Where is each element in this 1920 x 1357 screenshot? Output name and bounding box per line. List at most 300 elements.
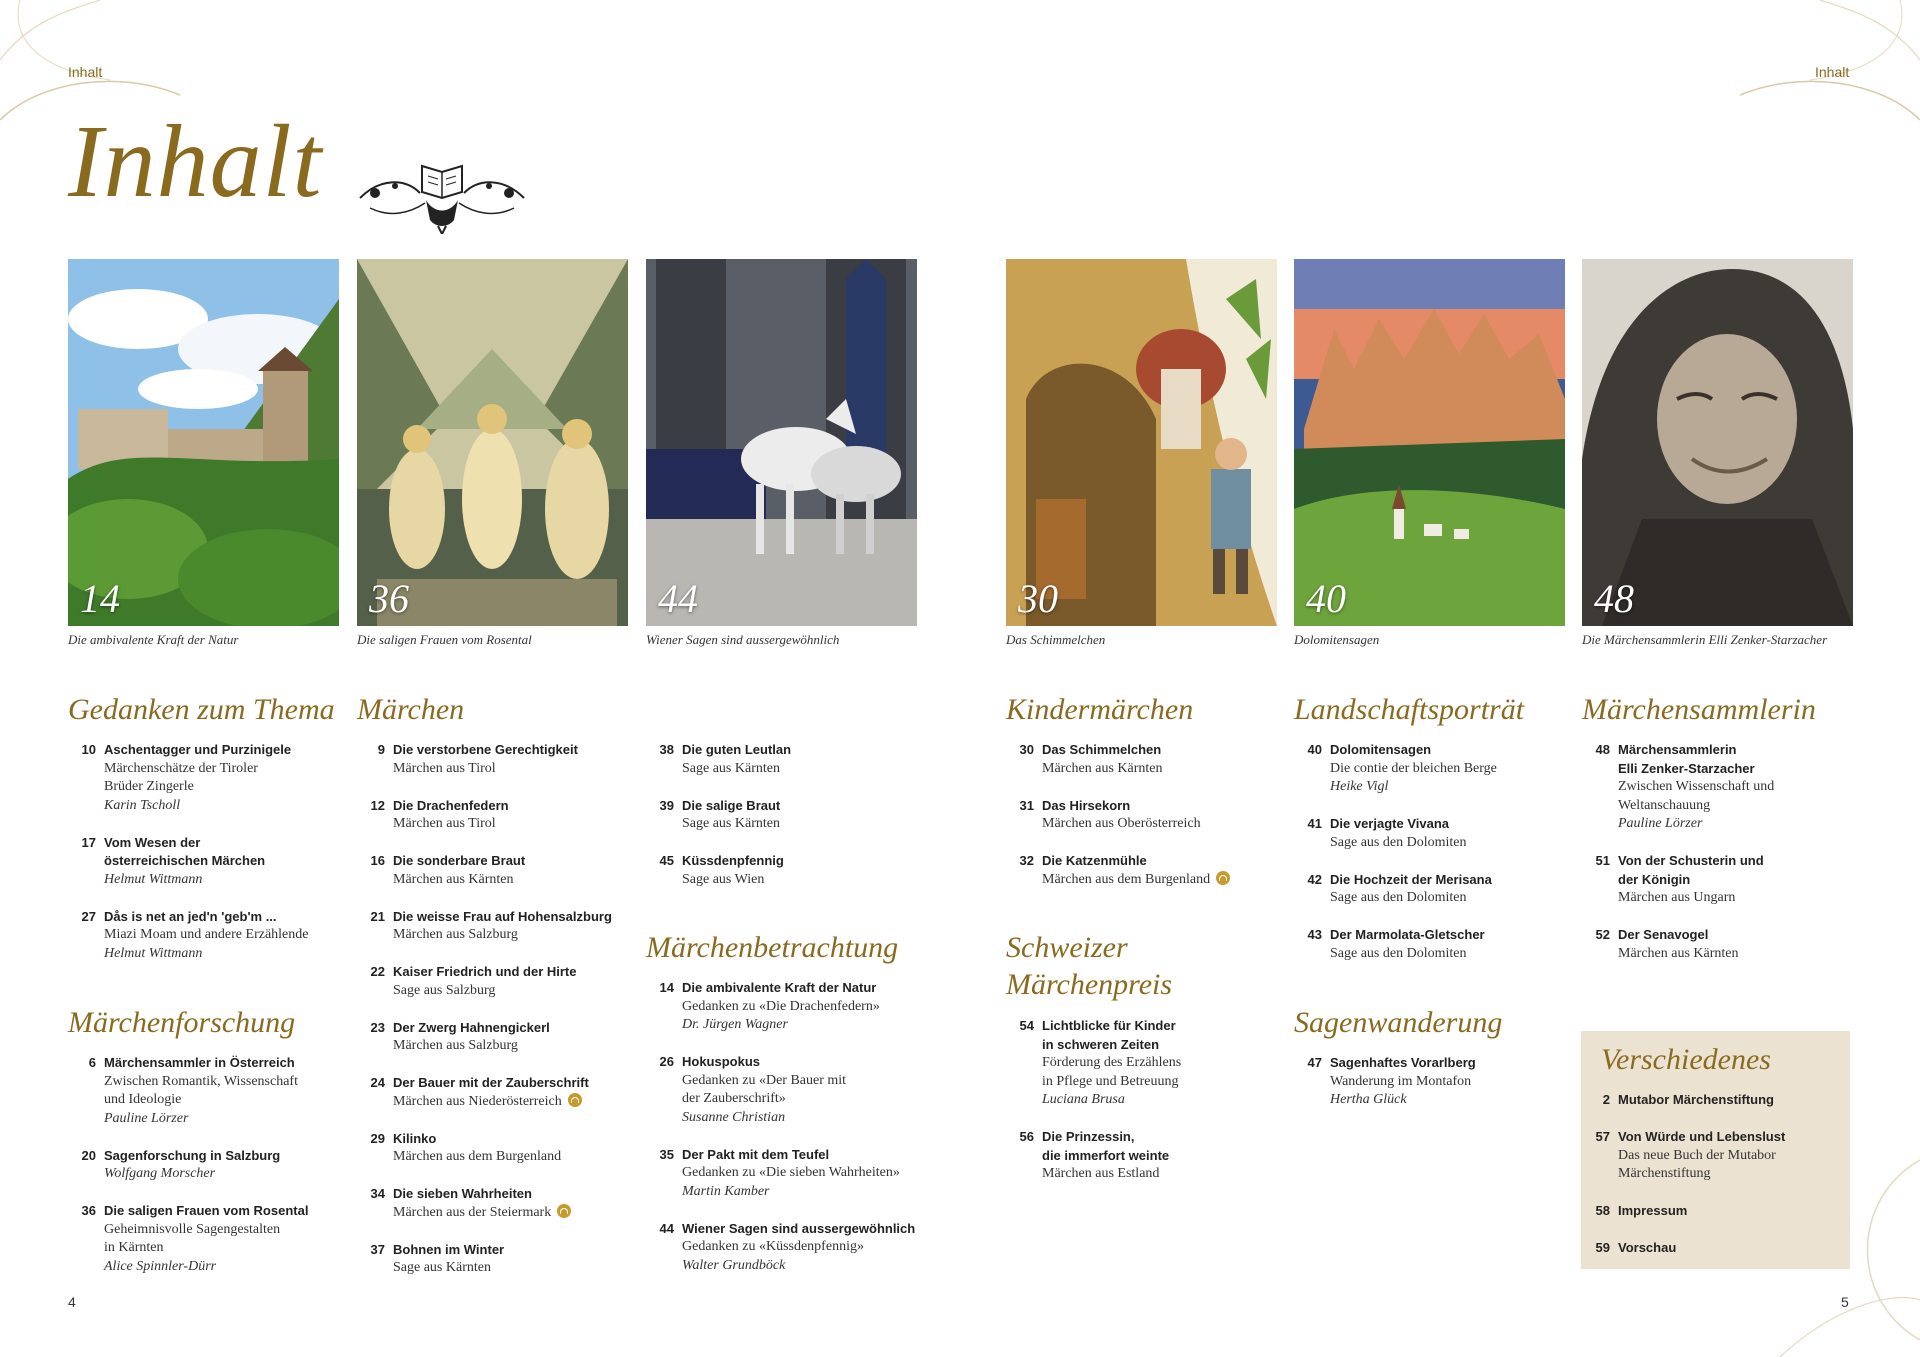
- entry-subtitle: [682, 815, 936, 834]
- entry-body: [1618, 926, 1872, 963]
- toc-entry[interactable]: [357, 797, 647, 834]
- entry-subtitle: [1042, 1165, 1296, 1184]
- photo-horses: [646, 259, 917, 626]
- toc-entry[interactable]: [646, 1053, 936, 1127]
- section-heading-sagenwanderung: Sagenwanderung: [1294, 1006, 1503, 1039]
- entry-page-number: 9: [377, 742, 385, 757]
- running-header-right: Inhalt: [1815, 64, 1850, 80]
- entry-body: [1330, 871, 1584, 908]
- entry-title: Die Prinzessin,: [1042, 1129, 1135, 1144]
- entry-title: Märchensammlerin: [1618, 742, 1737, 757]
- toc-entry[interactable]: [357, 1241, 647, 1278]
- entry-subtitle: [1042, 1073, 1296, 1092]
- entry-subtitle: [1042, 1054, 1296, 1073]
- toc-entry[interactable]: [68, 834, 358, 890]
- entry-page-number: 24: [370, 1075, 385, 1090]
- entry-body: [393, 908, 647, 945]
- entry-body: [1618, 1239, 1872, 1258]
- entry-title: Aschentagger und Purzinigele: [104, 742, 292, 757]
- entry-author: Pauline Lörzer: [1618, 816, 1703, 831]
- entry-body: [1618, 1128, 1872, 1184]
- toc-entry[interactable]: [357, 1019, 647, 1056]
- entry-page-number: 6: [88, 1055, 96, 1070]
- entry-subtitle: [104, 1091, 358, 1110]
- entry-body: [682, 852, 936, 889]
- entry-body: [1618, 741, 1872, 834]
- entry-subtitle: [1330, 945, 1584, 964]
- section-heading-maerchenforschung: Märchenforschung: [68, 1006, 296, 1039]
- children-illustration-image: [1006, 259, 1277, 626]
- entry-subtitle: [682, 1238, 936, 1257]
- entry-subtitle-text: Märchen aus dem Burgenland: [393, 1149, 562, 1164]
- entry-page-number: 52: [1595, 927, 1610, 942]
- entry-body: [1618, 1091, 1872, 1110]
- entry-body: [1618, 852, 1872, 908]
- entry-body: [393, 1019, 647, 1056]
- entry-body: [1042, 797, 1296, 834]
- entry-subtitle-text: Märchen aus Kärnten: [393, 871, 514, 887]
- entry-subtitle: [1330, 889, 1584, 908]
- horse-carriage-cathedral-image: [646, 259, 917, 626]
- entry-title: Küssdenpfennig: [682, 853, 784, 868]
- entry-title: Bohnen im Winter: [393, 1241, 505, 1257]
- photo-castle: [68, 259, 339, 626]
- entry-subtitle-text: Märchen aus Niederösterreich: [393, 1093, 562, 1109]
- entry-page-number: 29: [370, 1130, 385, 1146]
- entry-body: [1330, 815, 1584, 852]
- toc-entry[interactable]: [646, 979, 936, 1035]
- photo-page-number: 36: [369, 576, 409, 621]
- entry-page-number: 39: [659, 797, 674, 813]
- toc-entry[interactable]: [1006, 1128, 1296, 1184]
- entry-title: Vorschau: [1618, 1240, 1677, 1255]
- toc-entry[interactable]: [646, 797, 936, 834]
- entry-page-number: 43: [1307, 927, 1322, 942]
- toc-entry[interactable]: [68, 1054, 358, 1128]
- section-heading-verschiedenes: Verschiedenes: [1601, 1043, 1771, 1076]
- entry-page-number: 34: [370, 1186, 385, 1201]
- toc-entry[interactable]: [1294, 815, 1584, 852]
- entry-subtitle: [393, 926, 647, 945]
- dolomites-village-image: [1294, 259, 1565, 626]
- entry-subtitle: [1042, 815, 1296, 834]
- entry-subtitle-text: und Ideologie: [104, 1092, 182, 1107]
- entry-body: [393, 741, 647, 778]
- toc-entry[interactable]: [1582, 1091, 1872, 1110]
- toc-entry[interactable]: [646, 1220, 936, 1276]
- entry-page-number: 31: [1019, 797, 1034, 813]
- entry-subtitle-text: Zwischen Wissenschaft und: [1618, 779, 1775, 794]
- entry-title: Lichtblicke für Kinder: [1042, 1018, 1176, 1033]
- page-number-right: 5: [1841, 1294, 1849, 1310]
- entry-subtitle-text: Miazi Moam und andere Erzählende: [104, 927, 309, 942]
- toc-entry[interactable]: [1294, 741, 1584, 797]
- entry-body: [1330, 926, 1584, 963]
- entry-subtitle: [393, 1148, 647, 1167]
- photo-page-number: 40: [1306, 576, 1346, 621]
- entry-body: [682, 1220, 936, 1276]
- entry-page-number: 58: [1595, 1203, 1610, 1218]
- entry-body: [393, 852, 647, 889]
- entry-body: [1330, 741, 1584, 797]
- toc-entry[interactable]: [646, 741, 936, 778]
- entry-title: Kaiser Friedrich und der Hirte: [393, 964, 577, 979]
- toc-entry[interactable]: [68, 1147, 358, 1184]
- toc-entry[interactable]: [68, 908, 358, 964]
- entry-subtitle: [1618, 1147, 1872, 1166]
- entry-page-number: 20: [81, 1147, 96, 1163]
- entry-subtitle-text: Wanderung im Montafon: [1330, 1073, 1472, 1089]
- entry-subtitle: [682, 1072, 936, 1091]
- entry-title: Wiener Sagen sind aussergewöhnlich: [682, 1220, 916, 1236]
- entry-page-number: 14: [659, 980, 674, 995]
- photo-page-number: 30: [1018, 576, 1058, 621]
- open-book-ornament-icon: [350, 148, 534, 234]
- toc-entry[interactable]: [357, 1074, 647, 1111]
- entry-author: Helmut Wittmann: [104, 945, 203, 961]
- toc-entry[interactable]: [1294, 1054, 1584, 1110]
- toc-entry[interactable]: [1294, 871, 1584, 908]
- entry-title: der Königin: [1618, 871, 1691, 887]
- entry-author: Karin Tscholl: [104, 797, 181, 813]
- entry-author: Dr. Jürgen Wagner: [682, 1017, 788, 1032]
- entry-subtitle: [1330, 1073, 1584, 1092]
- entry-subtitle-text: Weltanschauung: [1618, 797, 1711, 813]
- entry-page-number: 51: [1595, 853, 1610, 868]
- entry-subtitle-text: Gedanken zu «Die Drachenfedern»: [682, 998, 880, 1014]
- entry-page-number: 41: [1307, 816, 1322, 831]
- section-heading-maerchensammlerin: Märchensammlerin: [1582, 693, 1816, 726]
- entry-subtitle: [393, 1093, 647, 1112]
- toc-entry[interactable]: [68, 741, 358, 815]
- entry-title: österreichischen Märchen: [104, 853, 266, 868]
- entry-page-number: 22: [370, 964, 385, 979]
- entry-title: Die verjagte Vivana: [1330, 816, 1449, 831]
- entry-page-number: 23: [370, 1019, 385, 1035]
- toc-entry[interactable]: [357, 963, 647, 1000]
- toc-entry[interactable]: [646, 852, 936, 889]
- entry-subtitle: [393, 760, 647, 779]
- entry-subtitle-text: Märchen aus Salzburg: [393, 927, 518, 942]
- section-heading-landschaftsportraet: Landschaftsporträt: [1294, 693, 1525, 726]
- entry-body: [393, 1185, 647, 1222]
- entry-title: Die ambivalente Kraft der Natur: [682, 980, 877, 995]
- photo-caption: Die ambivalente Kraft der Natur: [68, 632, 239, 647]
- entry-page-number: 26: [659, 1054, 674, 1069]
- entry-subtitle: [104, 926, 358, 945]
- photo-page-number: 48: [1594, 576, 1634, 621]
- entry-page-number: 47: [1307, 1055, 1322, 1070]
- entry-subtitle-text: Märchen aus dem Burgenland: [1042, 871, 1211, 887]
- entry-subtitle-text: Das neue Buch der Mutabor: [1618, 1147, 1776, 1163]
- entry-author: Pauline Lörzer: [104, 1110, 189, 1126]
- entry-body: [104, 741, 358, 815]
- entry-subtitle-text: Märchen aus Kärnten: [1042, 760, 1163, 776]
- entry-title: Der Zwerg Hahnengickerl: [393, 1019, 550, 1035]
- entry-title: Der Pakt mit dem Teufel: [682, 1146, 830, 1162]
- entry-body: [682, 979, 936, 1035]
- entry-page-number: 16: [370, 853, 385, 868]
- entry-subtitle-text: Märchen aus Kärnten: [1618, 945, 1739, 961]
- entry-page-number: 32: [1019, 853, 1034, 868]
- entry-subtitle-text: Die contie der bleichen Berge: [1330, 760, 1497, 776]
- entry-title: Die verstorbene Gerechtigkeit: [393, 742, 578, 757]
- entry-page-number: 38: [659, 742, 674, 757]
- entry-subtitle-text: Märchen aus Oberösterreich: [1042, 816, 1201, 831]
- entry-subtitle-text: Zwischen Romantik, Wissenschaft: [104, 1073, 298, 1089]
- entry-title: Vom Wesen der: [104, 834, 201, 850]
- entry-body: [104, 908, 358, 964]
- entry-title: in schweren Zeiten: [1042, 1036, 1160, 1052]
- entry-subtitle: [1618, 797, 1872, 816]
- toc-entry[interactable]: [1582, 1128, 1872, 1184]
- entry-subtitle-text: Sage aus Kärnten: [682, 816, 780, 831]
- entry-page-number: 40: [1307, 742, 1322, 757]
- entry-subtitle-text: Förderung des Erzählens: [1042, 1055, 1182, 1070]
- entry-page-number: 21: [370, 908, 385, 924]
- toc-entry[interactable]: [1582, 852, 1872, 908]
- entry-subtitle: [682, 998, 936, 1017]
- entry-title: Die salige Braut: [682, 797, 781, 813]
- entry-subtitle: [393, 871, 647, 890]
- entry-title: Sagenforschung in Salzburg: [104, 1147, 281, 1163]
- toc-entry[interactable]: [68, 1202, 358, 1276]
- entry-subtitle-text: Gedanken zu «Die sieben Wahrheiten»: [682, 1165, 900, 1180]
- entry-subtitle: [104, 1073, 358, 1092]
- entry-subtitle-text: Sage aus Kärnten: [393, 1260, 491, 1275]
- entry-subtitle: [104, 1239, 358, 1258]
- entry-body: [104, 1147, 358, 1184]
- entry-subtitle: [104, 760, 358, 779]
- entry-subtitle: [682, 760, 936, 779]
- entry-subtitle: [1042, 871, 1296, 890]
- toc-entry[interactable]: [1006, 797, 1296, 834]
- entry-page-number: 10: [81, 742, 96, 757]
- entry-page-number: 17: [81, 834, 96, 850]
- photo-page-number: 44: [658, 576, 698, 621]
- entry-page-number: 36: [81, 1203, 96, 1218]
- ear-icon: [557, 1204, 571, 1218]
- ear-icon: [1216, 871, 1230, 885]
- toc-entry[interactable]: [357, 1130, 647, 1167]
- entry-author: Luciana Brusa: [1042, 1092, 1125, 1107]
- entry-page-number: 42: [1307, 871, 1322, 887]
- entry-body: [104, 834, 358, 890]
- entry-subtitle: [1042, 760, 1296, 779]
- entry-subtitle-text: Sage aus den Dolomiten: [1330, 945, 1467, 961]
- three-women-valley-image: [357, 259, 628, 626]
- entry-title: Hokuspokus: [682, 1054, 761, 1069]
- entry-page-number: 56: [1019, 1129, 1034, 1144]
- toc-entry[interactable]: [1006, 852, 1296, 889]
- section-heading-maerchen: Märchen: [357, 693, 465, 726]
- entry-body: [1042, 741, 1296, 778]
- page-title: Inhalt: [68, 104, 323, 219]
- entry-subtitle: [1330, 760, 1584, 779]
- entry-title: Mutabor Märchenstiftung: [1618, 1092, 1774, 1107]
- entry-subtitle: [1618, 889, 1872, 908]
- entry-body: [682, 1053, 936, 1127]
- entry-subtitle: [1618, 945, 1872, 964]
- entry-title: Das Hirsekorn: [1042, 797, 1131, 813]
- entry-title: Impressum: [1618, 1203, 1688, 1218]
- entry-subtitle-text: Märchenstiftung: [1618, 1166, 1711, 1181]
- entry-subtitle-text: Brüder Zingerle: [104, 779, 194, 794]
- entry-title: Von der Schusterin und: [1618, 853, 1764, 868]
- photo-dolomites: [1294, 259, 1565, 626]
- entry-author: Walter Grundböck: [682, 1257, 786, 1273]
- entry-author: Hertha Glück: [1330, 1092, 1407, 1107]
- entry-subtitle-text: Märchen aus Tirol: [393, 816, 496, 831]
- photo-caption: Die Märchensammlerin Elli Zenker-Starzacher: [1582, 632, 1828, 647]
- entry-body: [682, 741, 936, 778]
- entry-subtitle-text: Märchenschätze der Tiroler: [104, 760, 258, 776]
- entry-subtitle-text: Geheimnisvolle Sagengestalten: [104, 1221, 281, 1237]
- toc-entry[interactable]: [1294, 926, 1584, 963]
- section-heading-gedanken: Gedanken zum Thema: [68, 693, 335, 726]
- entry-author: Martin Kamber: [682, 1183, 770, 1199]
- toc-entry[interactable]: [646, 1146, 936, 1202]
- entry-subtitle-text: Märchen aus Ungarn: [1618, 890, 1736, 905]
- entry-page-number: 35: [659, 1146, 674, 1162]
- photo-children: [1006, 259, 1277, 626]
- entry-body: [393, 797, 647, 834]
- entry-page-number: 37: [370, 1241, 385, 1257]
- entry-subtitle-text: Sage aus den Dolomiten: [1330, 834, 1467, 850]
- entry-page-number: 12: [370, 797, 385, 813]
- entry-body: [104, 1202, 358, 1276]
- entry-subtitle-text: Märchen aus Estland: [1042, 1166, 1160, 1181]
- photo-caption: Die saligen Frauen vom Rosental: [357, 632, 532, 647]
- entry-title: Die Katzenmühle: [1042, 853, 1147, 868]
- entry-page-number: 45: [659, 853, 674, 868]
- entry-subtitle-text: Sage aus Salzburg: [393, 982, 496, 998]
- entry-subtitle-text: in Kärnten: [104, 1240, 164, 1255]
- photo-caption: Das Schimmelchen: [1006, 632, 1106, 647]
- entry-author: Wolfgang Morscher: [104, 1166, 216, 1181]
- section-heading-maerchenbetrachtung: Märchenbetrachtung: [646, 931, 899, 964]
- entry-title: Dås is net an jed'n 'geb'm ...: [104, 908, 277, 924]
- ear-icon: [568, 1093, 582, 1107]
- entry-page-number: 54: [1019, 1018, 1034, 1033]
- entry-body: [1042, 852, 1296, 889]
- photo-women: [357, 259, 628, 626]
- entry-subtitle: [1330, 834, 1584, 853]
- page-number-left: 4: [68, 1294, 76, 1310]
- entry-title: Die Hochzeit der Merisana: [1330, 871, 1492, 887]
- entry-page-number: 44: [659, 1220, 674, 1236]
- entry-body: [393, 1130, 647, 1167]
- entry-subtitle: [393, 1204, 647, 1223]
- entry-body: [682, 1146, 936, 1202]
- toc-entry[interactable]: [357, 1185, 647, 1222]
- toc-entry[interactable]: [1006, 1017, 1296, 1110]
- entry-subtitle: [682, 871, 936, 890]
- entry-body: [1330, 1054, 1584, 1110]
- entry-title: die immerfort weinte: [1042, 1147, 1170, 1163]
- entry-author: Helmut Wittmann: [104, 871, 203, 887]
- entry-subtitle: [682, 1164, 936, 1183]
- entry-body: [393, 1074, 647, 1111]
- toc-entry[interactable]: [1582, 926, 1872, 963]
- entry-title: Der Senavogel: [1618, 927, 1709, 942]
- entry-title: Das Schimmelchen: [1042, 742, 1162, 757]
- entry-subtitle-text: Sage aus Wien: [682, 871, 765, 887]
- toc-entry[interactable]: [357, 908, 647, 945]
- entry-page-number: 30: [1019, 742, 1034, 757]
- entry-title: Elli Zenker-Starzacher: [1618, 760, 1755, 776]
- photo-page-number: 14: [80, 576, 120, 621]
- entry-subtitle-text: Sage aus Kärnten: [682, 760, 780, 776]
- entry-author: Alice Spinnler-Dürr: [104, 1258, 217, 1274]
- entry-author: Susanne Christian: [682, 1109, 786, 1125]
- entry-body: [393, 963, 647, 1000]
- entry-body: [1042, 1128, 1296, 1184]
- entry-subtitle-text: Märchen aus Tirol: [393, 760, 496, 776]
- entry-title: Der Marmolata-Gletscher: [1330, 927, 1485, 942]
- entry-body: [1618, 1202, 1872, 1221]
- section-heading-schweizer-maerchenpreis: Schweizer Märchenpreis: [1006, 931, 1173, 1001]
- entry-title: Die guten Leutlan: [682, 742, 792, 757]
- entry-body: [393, 1241, 647, 1278]
- running-header-left: Inhalt: [68, 64, 103, 80]
- entry-title: Dolomitensagen: [1330, 742, 1432, 757]
- entry-body: [1042, 1017, 1296, 1110]
- entry-subtitle-text: der Zauberschrift»: [682, 1091, 786, 1106]
- entry-subtitle: [1618, 1165, 1872, 1184]
- entry-page-number: 48: [1595, 742, 1610, 757]
- entry-title: Kilinko: [393, 1130, 437, 1146]
- toc-entry[interactable]: [1582, 1202, 1872, 1221]
- entry-subtitle: [1618, 778, 1872, 797]
- entry-page-number: 27: [81, 908, 96, 924]
- toc-entry[interactable]: [1006, 741, 1296, 778]
- entry-author: Heike Vigl: [1330, 779, 1389, 794]
- castle-landscape-image: [68, 259, 339, 626]
- entry-subtitle-text: Gedanken zu «Der Bauer mit: [682, 1072, 847, 1088]
- entry-title: Die sonderbare Braut: [393, 853, 526, 868]
- entry-subtitle: [393, 815, 647, 834]
- entry-subtitle-text: Sage aus den Dolomiten: [1330, 890, 1467, 905]
- woman-portrait-image: [1582, 259, 1853, 626]
- entry-subtitle: [682, 1090, 936, 1109]
- toc-entry[interactable]: [1582, 741, 1872, 834]
- entry-title: Der Bauer mit der Zauberschrift: [393, 1075, 589, 1090]
- entry-subtitle-text: Märchen aus Salzburg: [393, 1038, 518, 1053]
- entry-subtitle-text: Gedanken zu «Küssdenpfennig»: [682, 1239, 864, 1254]
- photo-caption: Wiener Sagen sind aussergewöhnlich: [646, 632, 840, 647]
- entry-subtitle: [104, 778, 358, 797]
- entry-subtitle-text: Märchen aus der Steiermark: [393, 1204, 552, 1220]
- entry-title: Die Drachenfedern: [393, 797, 509, 813]
- entry-title: Die weisse Frau auf Hohensalzburg: [393, 908, 612, 924]
- toc-entry[interactable]: [357, 852, 647, 889]
- entry-body: [104, 1054, 358, 1128]
- entry-title: Die sieben Wahrheiten: [393, 1186, 532, 1201]
- entry-title: Die saligen Frauen vom Rosental: [104, 1203, 309, 1218]
- photo-caption: Dolomitensagen: [1294, 632, 1380, 647]
- entry-title: Märchensammler in Österreich: [104, 1055, 295, 1070]
- entry-subtitle: [393, 982, 647, 1001]
- entry-page-number: 2: [1602, 1092, 1610, 1107]
- entry-title: Von Würde und Lebenslust: [1618, 1129, 1786, 1144]
- entry-subtitle: [393, 1037, 647, 1056]
- toc-entry[interactable]: [1582, 1239, 1872, 1258]
- toc-entry[interactable]: [357, 741, 647, 778]
- entry-title: Sagenhaftes Vorarlberg: [1330, 1055, 1476, 1070]
- entry-page-number: 57: [1595, 1129, 1610, 1144]
- entry-subtitle-text: in Pflege und Betreuung: [1042, 1073, 1179, 1089]
